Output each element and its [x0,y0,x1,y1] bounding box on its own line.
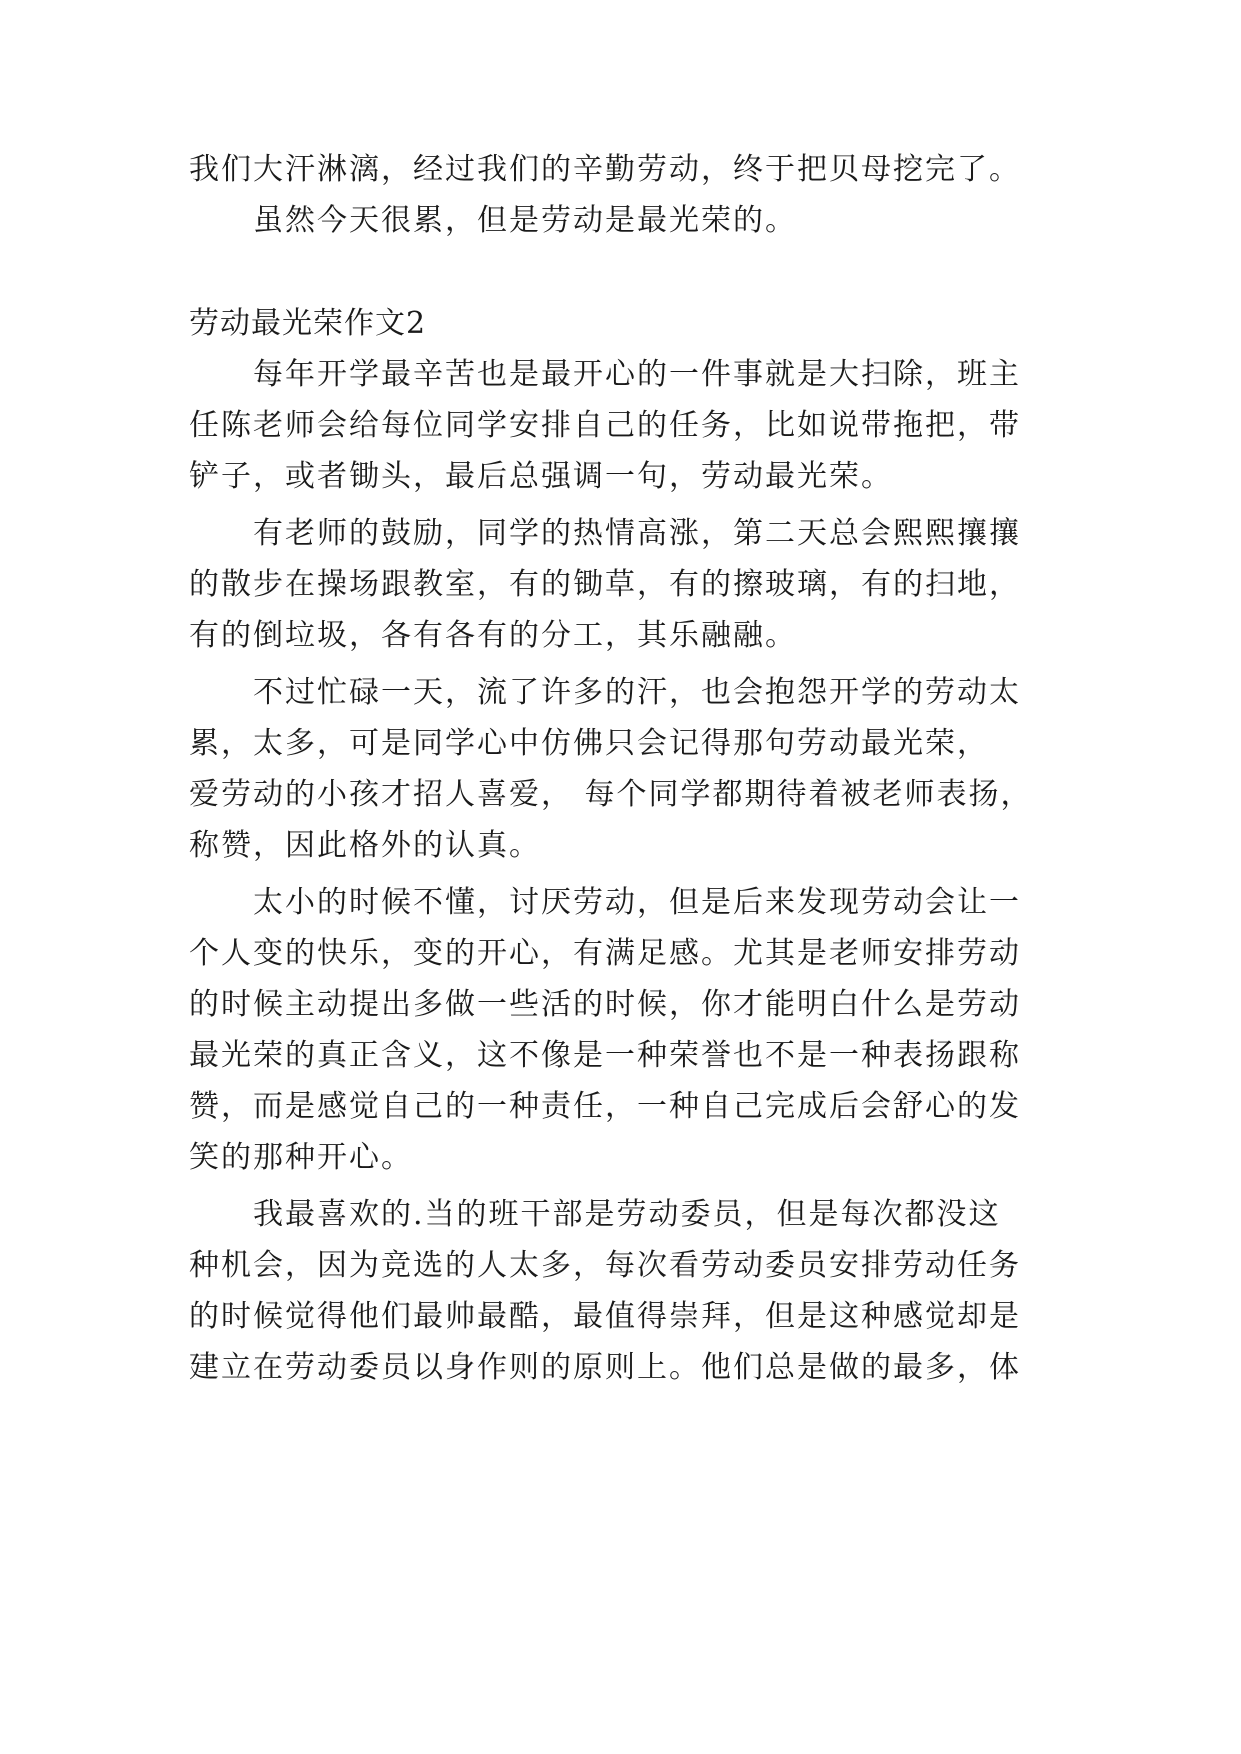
text-line: 累，太多，可是同学心中仿佛只会记得那句劳动最光荣， [189,726,989,761]
text-line: 我最喜欢的.当的班干部是劳动委员，但是每次都没这 [253,1197,1001,1232]
text-line: 种机会，因为竞选的人太多，每次看劳动委员安排劳动任务 [189,1248,1021,1283]
text-line: 的时候主动提出多做一些活的时候，你才能明白什么是劳动 [189,987,1021,1022]
text-line: 个人变的快乐，变的开心，有满足感。尤其是老师安排劳动 [189,936,1021,971]
section-title: 劳动最光荣作文2 [189,306,427,341]
text-line: 有老师的鼓励，同学的热情高涨，第二天总会熙熙攘攘 [253,516,1021,551]
text-line: 称赞，因此格外的认真。 [189,828,541,863]
text-line: 每年开学最辛苦也是最开心的一件事就是大扫除，班主 [253,357,1021,392]
text-line: 最光荣的真正含义，这不像是一种荣誉也不是一种表扬跟称 [189,1038,1021,1073]
text-line: 笑的那种开心。 [189,1140,413,1175]
text-line: 建立在劳动委员以身作则的原则上。他们总是做的最多，体 [189,1350,1021,1385]
text-line: 我们大汗淋漓，经过我们的辛勤劳动，终于把贝母挖完了。 [189,152,1021,187]
text-line: 任陈老师会给每位同学安排自己的任务，比如说带拖把，带 [189,408,1021,443]
text-line: 太小的时候不懂，讨厌劳动，但是后来发现劳动会让一 [253,885,1021,920]
text-line: 有的倒垃圾，各有各有的分工，其乐融融。 [189,618,797,653]
text-line: 不过忙碌一天，流了许多的汗，也会抱怨开学的劳动太 [253,675,1021,710]
text-line: 铲子，或者锄头，最后总强调一句，劳动最光荣。 [189,459,893,494]
text-line: 爱劳动的小孩才招人喜爱， 每个同学都期待着被老师表扬， [189,777,1033,812]
text-line: 的时候觉得他们最帅最酷，最值得崇拜，但是这种感觉却是 [189,1299,1021,1334]
text-line: 的散步在操场跟教室，有的锄草，有的擦玻璃，有的扫地， [189,567,1021,602]
text-line: 赞，而是感觉自己的一种责任，一种自己完成后会舒心的发 [189,1089,1021,1124]
text-line: 虽然今天很累，但是劳动是最光荣的。 [253,203,797,238]
